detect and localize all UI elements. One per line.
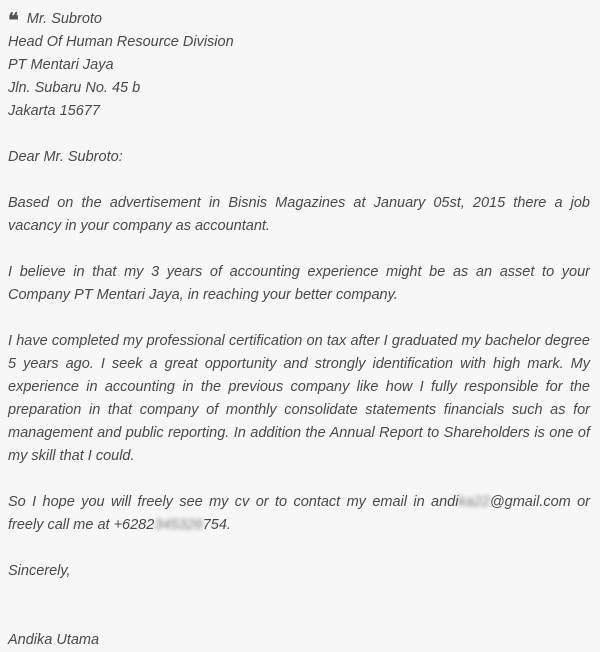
closing: Sincerely, bbox=[8, 563, 71, 579]
signature-spacer bbox=[8, 583, 590, 629]
spacer bbox=[8, 238, 590, 261]
recipient-title: Head Of Human Resource Division bbox=[8, 34, 234, 50]
spacer bbox=[8, 537, 590, 560]
paragraph-experience: I believe in that my 3 years of accounting experience might be as an asset to your Company PT Mentari Jaya, in reaching your better company. bbox=[8, 264, 590, 303]
phone-end: 754 bbox=[202, 517, 227, 533]
paragraph-contact bbox=[8, 491, 590, 537]
recipient-name-line bbox=[8, 8, 590, 31]
contact-text: So I hope you will freely see my cv or to contact my email in bbox=[8, 494, 432, 510]
spacer bbox=[8, 468, 590, 491]
recipient-company: PT Mentari Jaya bbox=[8, 57, 114, 73]
phone-visible: +6282 bbox=[113, 517, 155, 533]
spacer bbox=[8, 169, 590, 192]
email-domain: @gmail.com bbox=[489, 494, 571, 510]
email-visible: andi bbox=[431, 494, 459, 510]
contact-text-between: or freely call me at bbox=[8, 494, 591, 533]
recipient-street: Jln. Subaru No. 45 b bbox=[8, 80, 141, 96]
contact-text-end: . bbox=[226, 517, 231, 533]
recipient-name: Mr. Subroto bbox=[26, 11, 102, 27]
email-blurred: ka22 bbox=[458, 494, 490, 510]
spacer bbox=[8, 123, 590, 146]
salutation: Dear Mr. Subroto: bbox=[8, 149, 123, 165]
paragraph-qualifications: I have completed my professional certification on tax after I graduated my bachelor degree 5 years ago. I seek a great opportunity and strongly identification with high mark. My experience in accounting in the previous company like how I fully responsible for the preparation in that company of monthly consolidate statements financials such as for management and public reporting. In addition the Annual Report to Shareholders is one of my skill that I could. bbox=[8, 333, 590, 464]
recipient-city: Jakarta 15677 bbox=[8, 103, 100, 119]
phone-blurred: 345326 bbox=[154, 517, 203, 533]
quote-open-icon: ❝ bbox=[8, 8, 18, 32]
signature-name: Andika Utama bbox=[8, 632, 100, 648]
paragraph-advertisement: Based on the advertisement in Bisnis Magazines at January 05st, 2015 there a job vacancy in your company as accountant. bbox=[8, 195, 590, 234]
spacer bbox=[8, 307, 590, 330]
